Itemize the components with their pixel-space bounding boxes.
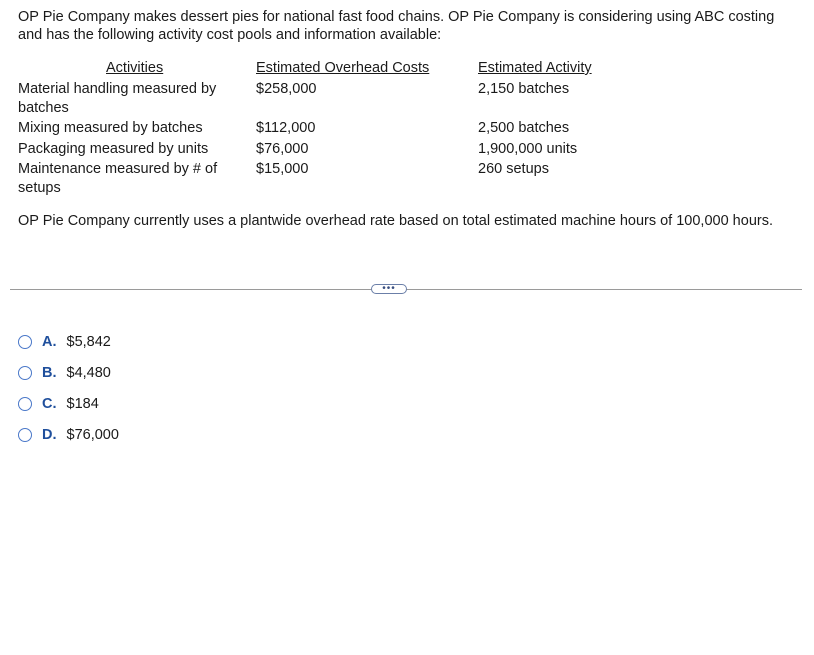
row-quantity: 1,900,000 units bbox=[478, 141, 578, 157]
header-estimated-activity: Estimated Activity bbox=[478, 60, 592, 76]
answer-option-b[interactable] bbox=[18, 363, 111, 383]
row-quantity: 2,150 batches bbox=[478, 81, 570, 97]
radio-button[interactable] bbox=[18, 397, 32, 411]
row-quantity: 260 setups bbox=[478, 161, 549, 177]
question-intro: OP Pie Company makes dessert pies for national fast food chains. OP Pie Company is considering using ABC costing and has the following activity cost pools and information available: bbox=[18, 9, 775, 43]
radio-button[interactable] bbox=[18, 428, 32, 442]
option-letter: B. bbox=[42, 365, 57, 381]
row-quantity: 2,500 batches bbox=[478, 120, 570, 136]
row-activity: Material handling measured by batches bbox=[18, 81, 217, 116]
radio-button[interactable] bbox=[18, 366, 32, 380]
header-activities: Activities bbox=[106, 60, 164, 76]
answer-option-c[interactable] bbox=[18, 394, 99, 414]
option-value: $184 bbox=[66, 396, 99, 412]
option-letter: D. bbox=[42, 427, 57, 443]
plantwide-rate-note: OP Pie Company currently uses a plantwide overhead rate based on total estimated machine hours of 100,000 hours. bbox=[18, 213, 773, 229]
radio-button[interactable] bbox=[18, 335, 32, 349]
row-cost: $76,000 bbox=[256, 141, 309, 157]
row-activity: Maintenance measured by # of setups bbox=[18, 161, 218, 196]
row-cost: $112,000 bbox=[256, 120, 316, 136]
option-value: $76,000 bbox=[66, 427, 119, 443]
row-cost: $15,000 bbox=[256, 161, 309, 177]
option-letter: C. bbox=[42, 396, 57, 412]
option-value: $4,480 bbox=[66, 365, 111, 381]
option-value: $5,842 bbox=[66, 334, 111, 350]
row-cost: $258,000 bbox=[256, 81, 317, 97]
option-letter: A. bbox=[42, 334, 57, 350]
answer-option-a[interactable] bbox=[18, 332, 111, 352]
show-more-button[interactable]: ••• bbox=[371, 284, 407, 294]
row-activity: Mixing measured by batches bbox=[18, 120, 203, 136]
header-overhead-costs: Estimated Overhead Costs bbox=[256, 60, 430, 76]
row-activity: Packaging measured by units bbox=[18, 141, 209, 157]
answer-option-d[interactable] bbox=[18, 425, 119, 445]
